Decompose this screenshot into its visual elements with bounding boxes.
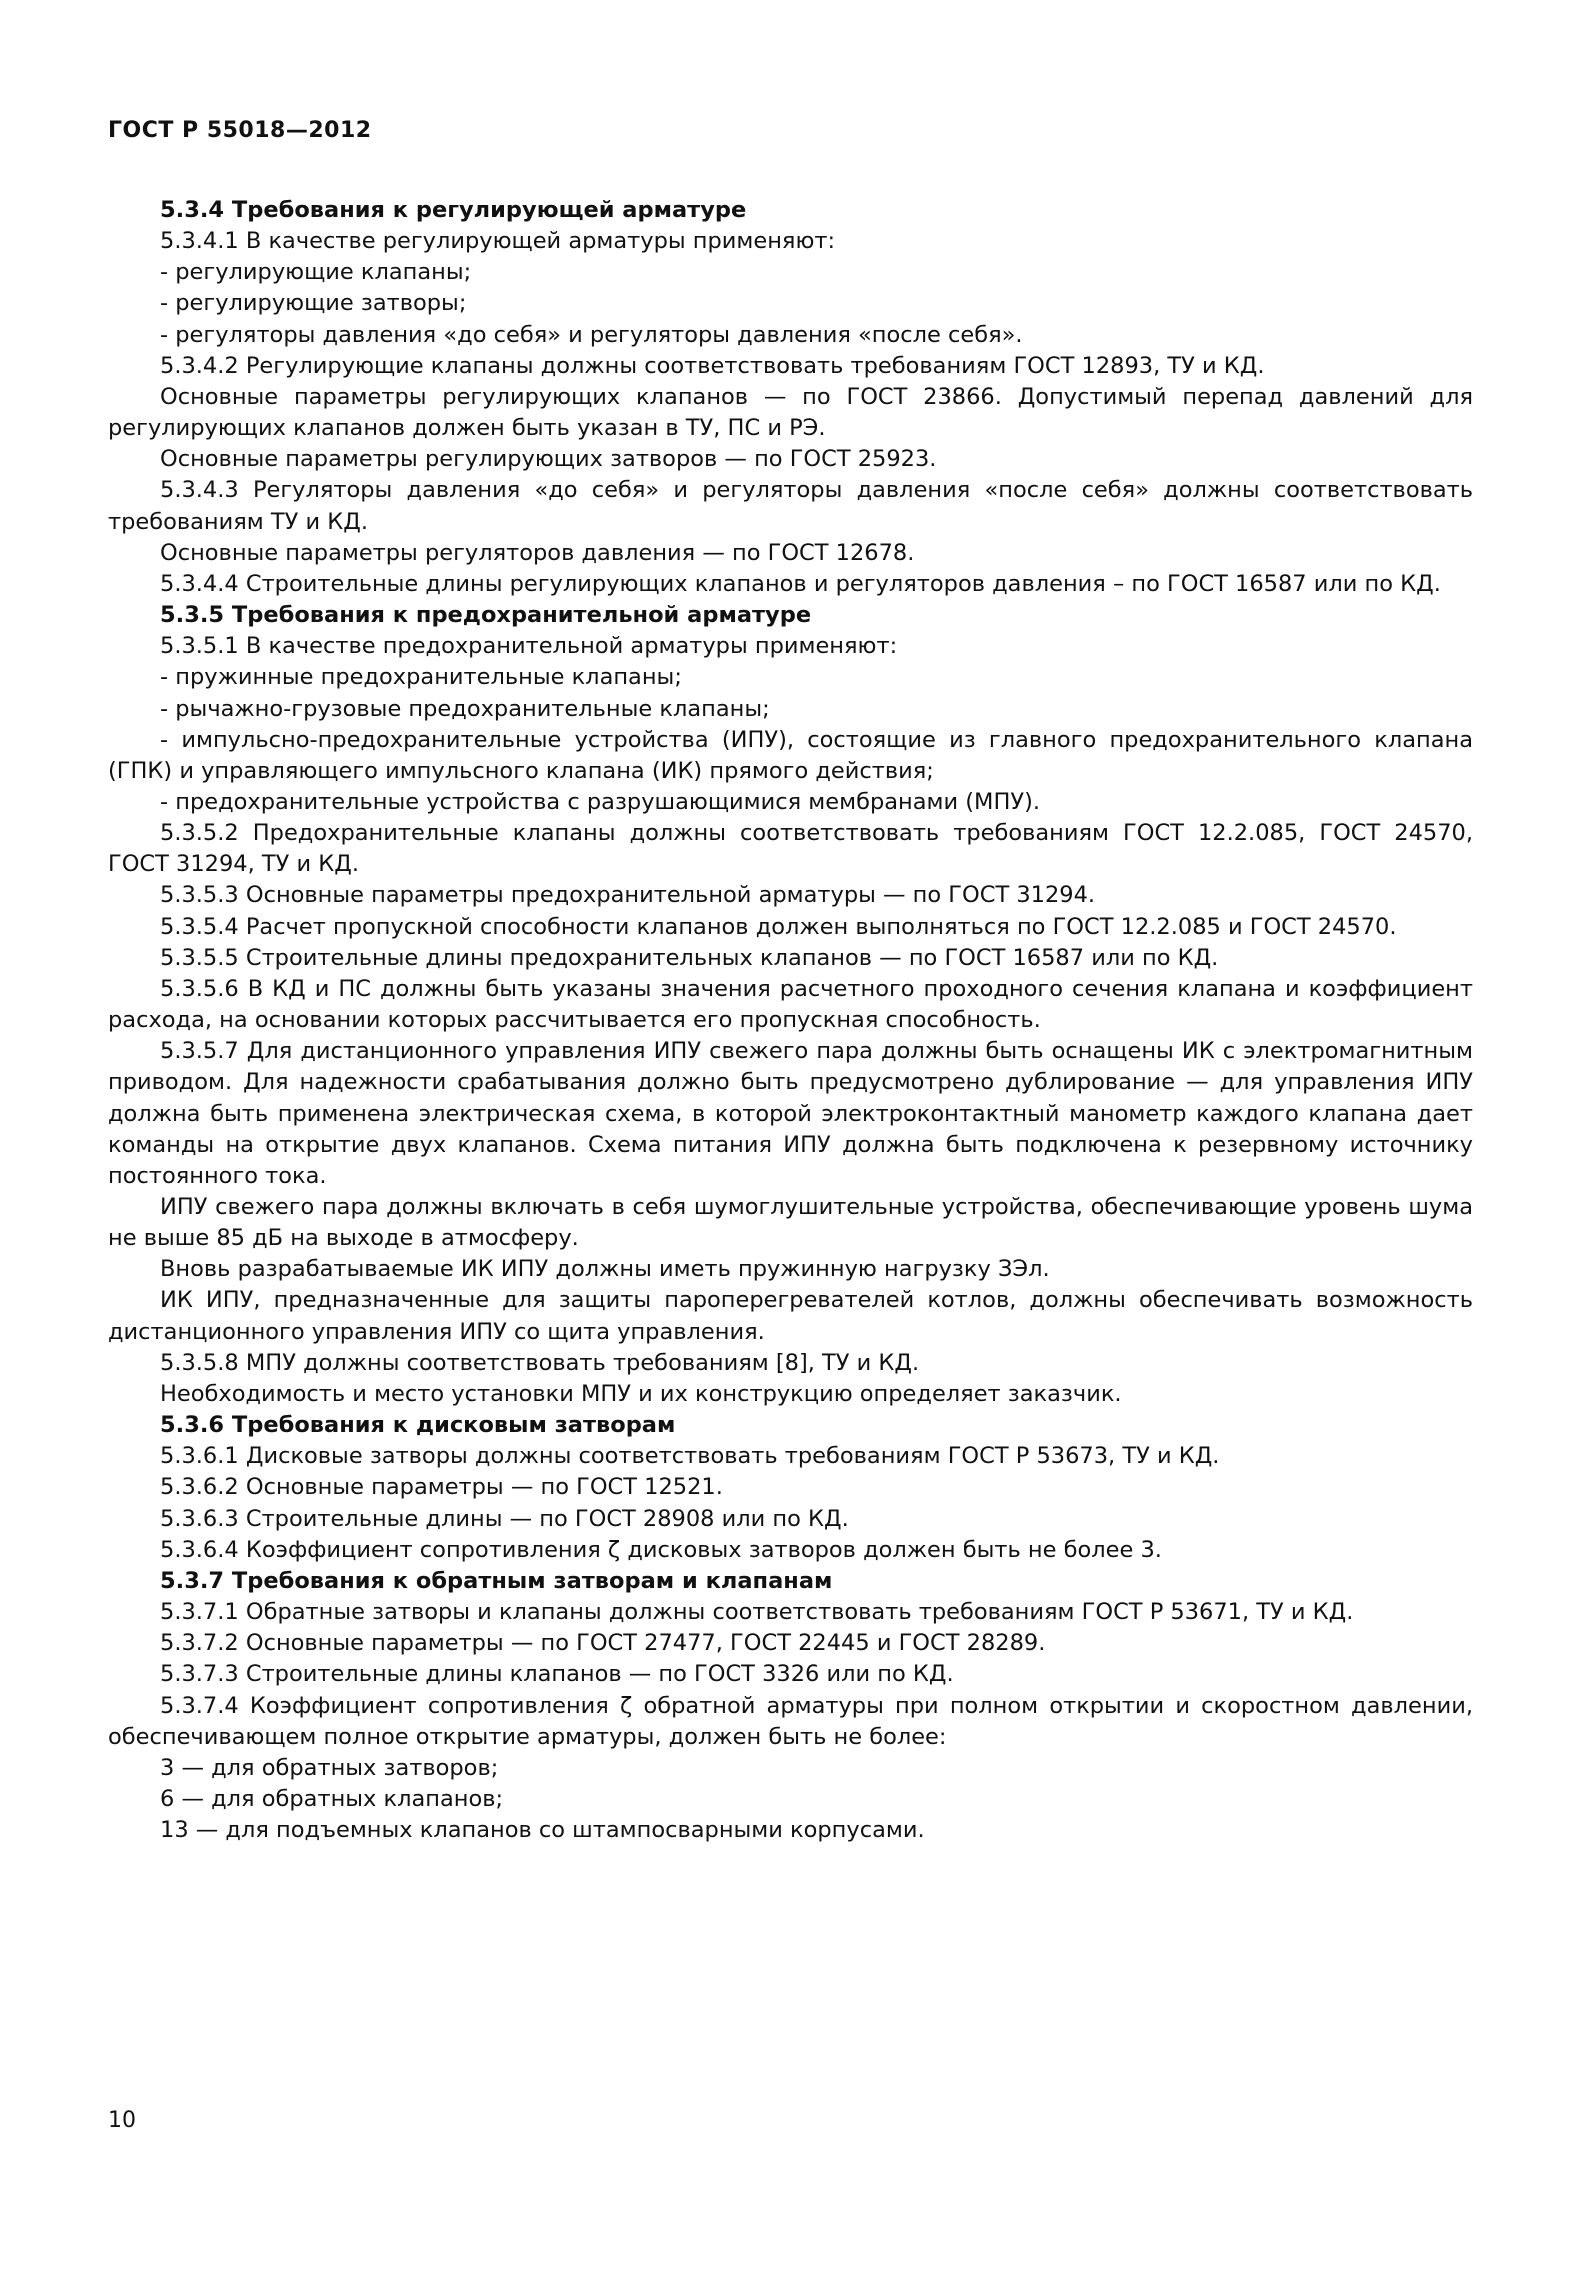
body-paragraph: 6 — для обратных клапанов;	[160, 1785, 504, 1812]
body-paragraph: Основные параметры регуляторов давления — по ГОСТ 12678.	[160, 539, 915, 566]
body-paragraph: - импульсно-предохранительные устройства (ИПУ), состоящие из главного предохранительного клапана (ГПК) и управляющего импульсного клапана (ИК) прямого действия;	[108, 726, 1473, 784]
body-paragraph: 13 — для подъемных клапанов со штампосварными корпусами.	[160, 1817, 925, 1844]
page-number: 10	[108, 2108, 136, 2133]
body-paragraph: 5.3.5.6 В КД и ПС должны быть указаны значения расчетного проходного сечения клапана и коэффициент расхода, на основании которых рассчитывается его пропускная способность.	[108, 975, 1473, 1034]
body-paragraph: - регулирующие клапаны;	[160, 259, 472, 286]
body-paragraph: ИК ИПУ, предназначенные для защиты пароперегревателей котлов, должны обеспечивать возможность дистанционного управления ИПУ со щита управления.	[108, 1287, 1473, 1345]
body-paragraph: 3 — для обратных затворов;	[160, 1754, 499, 1781]
body-paragraph: ИПУ свежего пара должны включать в себя шумоглушительные устройства, обеспечивающие уровень шума не выше 85 дБ на выходе в атмосферу.	[108, 1194, 1473, 1252]
body-paragraph: Необходимость и место установки МПУ и их конструкцию определяет заказчик.	[160, 1380, 1122, 1407]
body-paragraph: 5.3.7.4 Коэффициент сопротивления ζ обратной арматуры при полном открытии и скоростном давлении, обеспечивающем полное открытие арматуры, должен быть не более:	[108, 1692, 1473, 1750]
section-heading: 5.3.4 Требования к регулирующей арматуре	[160, 197, 747, 223]
body-paragraph: 5.3.5.5 Строительные длины предохранительных клапанов — по ГОСТ 16587 или по КД.	[160, 944, 1219, 971]
body-paragraph: 5.3.6.4 Коэффициент сопротивления ζ дисковых затворов должен быть не более 3.	[160, 1536, 1162, 1563]
body-paragraph: 5.3.4.1 В качестве регулирующей арматуры применяют:	[160, 228, 836, 255]
body-paragraph: 5.3.5.4 Расчет пропускной способности клапанов должен выполняться по ГОСТ 12.2.085 и ГОСТ 24570.	[160, 913, 1397, 940]
body-paragraph: 5.3.4.4 Строительные длины регулирующих клапанов и регуляторов давления – по ГОСТ 16587 или по КД.	[160, 570, 1441, 597]
body-paragraph: 5.3.5.8 МПУ должны соответствовать требованиям [8], ТУ и КД.	[160, 1349, 920, 1376]
body-paragraph: 5.3.5.1 В качестве предохранительной арматуры применяют:	[160, 633, 898, 660]
body-paragraph: Вновь разрабатываемые ИК ИПУ должны иметь пружинную нагрузку ЗЭл.	[160, 1256, 1050, 1283]
body-paragraph: 5.3.6.2 Основные параметры — по ГОСТ 12521.	[160, 1474, 723, 1501]
body-paragraph: 5.3.7.3 Строительные длины клапанов — по ГОСТ 3326 или по КД.	[160, 1661, 954, 1688]
body-paragraph: Основные параметры регулирующих затворов — по ГОСТ 25923.	[160, 446, 937, 473]
body-paragraph: - рычажно-грузовые предохранительные клапаны;	[160, 695, 770, 722]
body-paragraph: Основные параметры регулирующих клапанов — по ГОСТ 23866. Допустимый перепад давлений для регулирующих клапанов должен быть указан в ТУ, ПС и РЭ.	[108, 383, 1473, 442]
body-paragraph: 5.3.4.3 Регуляторы давления «до себя» и регуляторы давления «после себя» должны соответствовать требованиям ТУ и КД.	[108, 477, 1473, 535]
body-paragraph: - регулирующие затворы;	[160, 290, 467, 317]
body-paragraph: 5.3.7.1 Обратные затворы и клапаны должны соответствовать требованиям ГОСТ Р 53671, ТУ и КД.	[160, 1599, 1354, 1626]
body-paragraph: 5.3.5.2 Предохранительные клапаны должны соответствовать требованиям ГОСТ 12.2.085, ГОСТ 24570, ГОСТ 31294, ТУ и КД.	[108, 820, 1473, 878]
document-body	[108, 195, 1473, 1846]
document-header: ГОСТ Р 55018—2012	[108, 118, 372, 143]
body-paragraph: 5.3.6.1 Дисковые затворы должны соответствовать требованиям ГОСТ Р 53673, ТУ и КД.	[160, 1443, 1220, 1470]
section-heading: 5.3.7 Требования к обратным затворам и клапанам	[160, 1567, 833, 1594]
body-paragraph: - регуляторы давления «до себя» и регуляторы давления «после себя».	[160, 321, 1023, 348]
body-paragraph: 5.3.7.2 Основные параметры — по ГОСТ 27477, ГОСТ 22445 и ГОСТ 28289.	[160, 1630, 1046, 1657]
body-paragraph: 5.3.5.7 Для дистанционного управления ИПУ свежего пара должны быть оснащены ИК с электромагнитным приводом. Для надежности срабатывания должно быть предусмотрено дублирование — для управления ИПУ должна быть применена электрическая схема, в которой электроконтактный манометр каждого клапана дает команды на открытие двух клапанов. Схема питания ИПУ должна быть подключена к резервному источнику постоянного тока.	[108, 1038, 1473, 1189]
body-paragraph: 5.3.4.2 Регулирующие клапаны должны соответствовать требованиям ГОСТ 12893, ТУ и КД.	[160, 352, 1265, 379]
body-paragraph: 5.3.6.3 Строительные длины — по ГОСТ 28908 или по КД.	[160, 1505, 849, 1532]
section-heading: 5.3.5 Требования к предохранительной арматуре	[160, 602, 812, 629]
body-paragraph: - пружинные предохранительные клапаны;	[160, 664, 682, 691]
section-heading: 5.3.6 Требования к дисковым затворам	[160, 1412, 676, 1439]
body-paragraph: 5.3.5.3 Основные параметры предохранительной арматуры — по ГОСТ 31294.	[160, 882, 1096, 909]
body-paragraph: - предохранительные устройства с разрушающимися мембранами (МПУ).	[160, 788, 1041, 815]
